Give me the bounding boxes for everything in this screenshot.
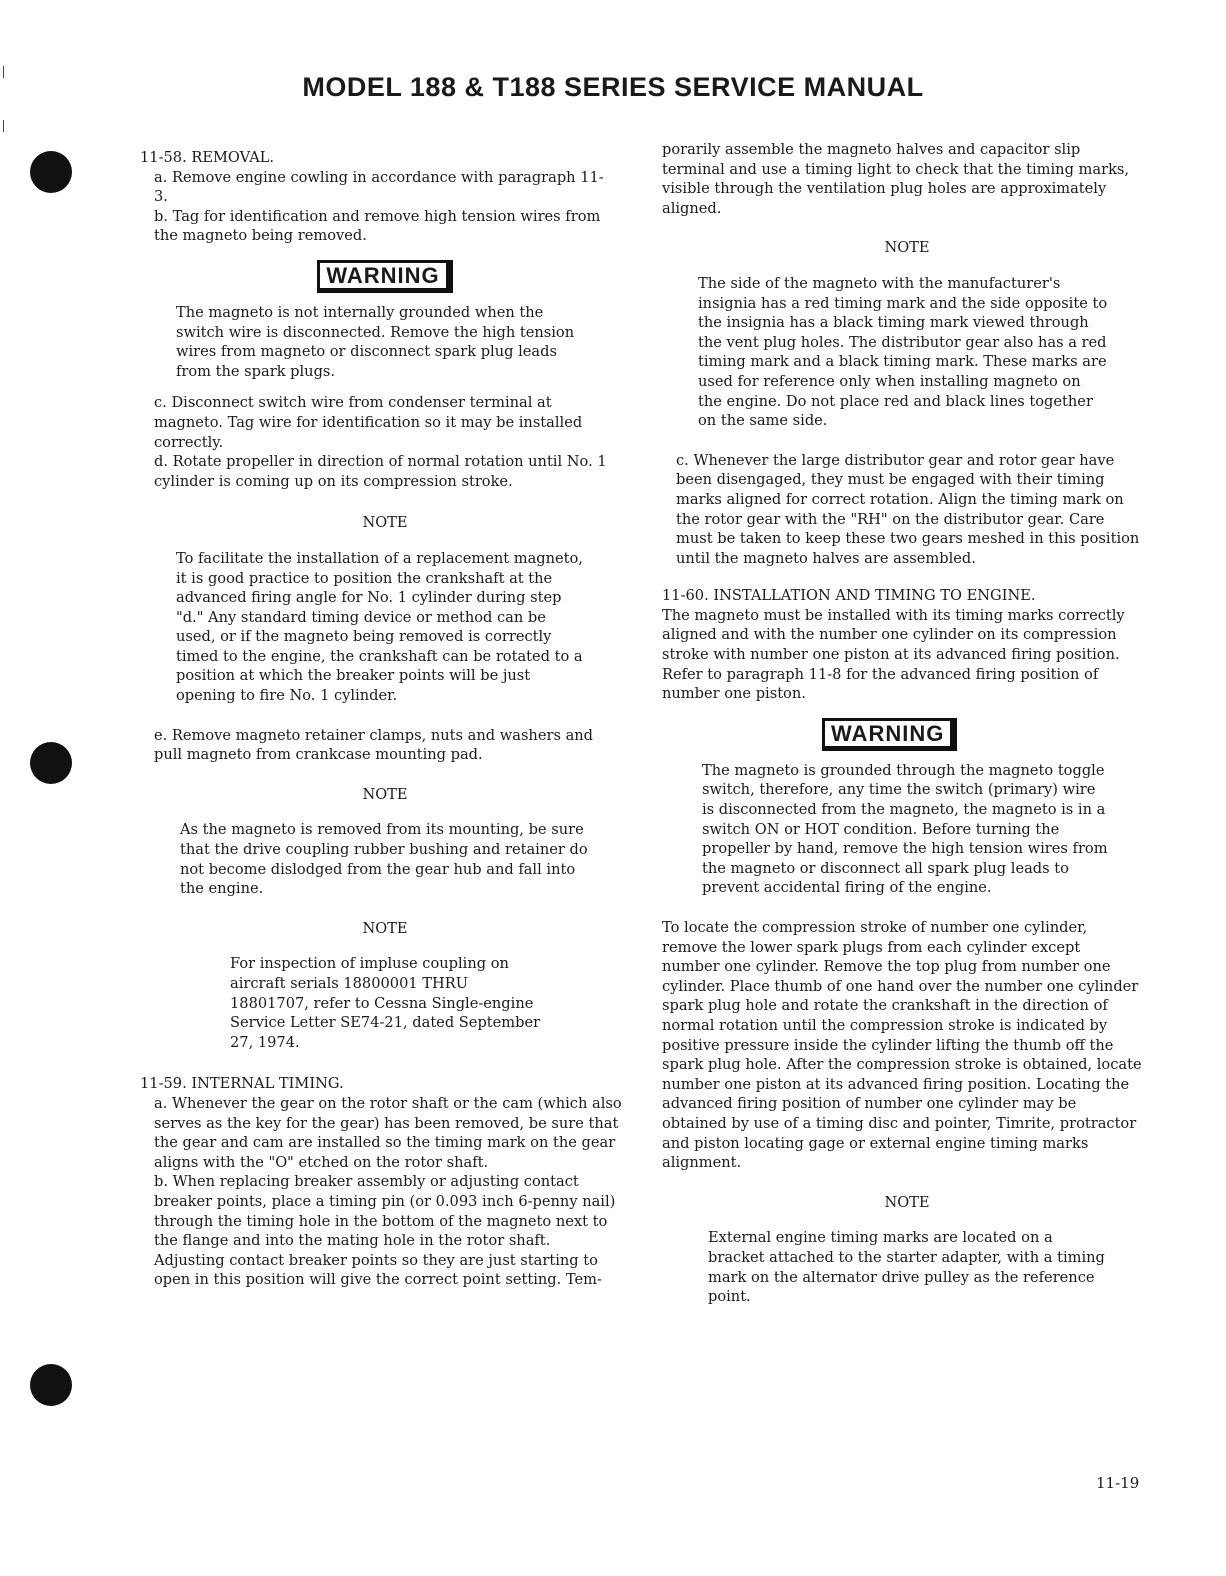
note-heading-4: NOTE [884,239,930,257]
removal-step-b: b. Tag for identification and remove high tension wires from the magneto being removed. [154,207,601,245]
punch-hole-middle [30,742,72,784]
warning-label: WARNING [822,718,957,751]
installation-text: The magneto must be installed with its timing marks correctly aligned and with the number one cylinder on its compression stroke with number one piston at its advanced firing position. Refer to paragraph 11-8 for the advanced firing position of number one piston. [662,606,1125,703]
removal-step-d: d. Rotate propeller in direction of normal rotation until No. 1 cylinder is coming up on its compression stroke. [154,453,607,490]
note-text-5: External engine timing marks are located on a bracket attached to the starter adapter, with a timing mark on the alternator drive pulley as the reference point. [708,1229,1105,1306]
removal-step-e: e. Remove magneto retainer clamps, nuts and washers and pull magneto from crankcase mounting pad. [154,726,594,764]
left-column [140,148,630,1290]
warning-badge-2 [662,718,1152,751]
timing-step-c: c. Whenever the large distributor gear and rotor gear have been disengaged, they must be engaged with their timing marks aligned for correct rotation. Align the timing mark on the rotor gear with the "RH" on the distributor gear. Care must be taken to keep these two gears meshed in this position until the magneto halves are assembled. [676,451,1140,567]
note-heading-3: NOTE [362,919,408,937]
warning-label: WARNING [317,260,452,293]
warning-text-1: The magneto is not internally grounded when the switch wire is disconnected. Remove the high tension wires from magneto or disconnect spark plug leads from the spark plugs. [176,303,575,380]
removal-step-a: a. Remove engine cowling in accordance with paragraph 11-3. [154,168,604,206]
punch-hole-bottom [30,1364,72,1406]
section-heading-installation: 11-60. INSTALLATION AND TIMING TO ENGINE. [662,587,1036,605]
note-text-3: For inspection of impluse coupling on aircraft serials 18800001 THRU 18801707, refer to Cessna Single-engine Service Letter SE74-21, dated September 27, 1974. [230,955,541,1051]
punch-hole-top [30,151,72,193]
section-heading-removal: 11-58. REMOVAL. [140,149,275,166]
warning-badge-1 [140,260,630,293]
page-number: 11-19 [1096,1474,1140,1492]
note-text-2: As the magneto is removed from its mounting, be sure that the drive coupling rubber bushing and retainer do not become dislodged from the gear hub and fall into the engine. [180,821,588,898]
timing-step-b: b. When replacing breaker assembly or adjusting contact breaker points, place a timing pin (or 0.093 inch 6-penny nail) through the timing hole in the bottom of the magneto next to the flange and into the mating hole in the rotor shaft. Adjusting contact breaker points so they are just starting to open in this position will give the correct point setting. Tem- [154,1173,616,1289]
note-heading-1: NOTE [362,514,408,532]
note-heading-5: NOTE [884,1193,930,1211]
note-text-1: To facilitate the installation of a replacement magneto, it is good practice to position the crankshaft at the advanced firing angle for No. 1 cylinder during step "d." Any standard timing device or method can be used, or if the magneto being removed is correctly timed to the engine, the crankshaft can be rotated to a position at which the breaker points will be just opening to fire No. 1 cylinder. [176,549,583,705]
section-heading-internal-timing: 11-59. INTERNAL TIMING. [140,1075,344,1093]
timing-step-a: a. Whenever the gear on the rotor shaft or the cam (which also serves as the key for the gear) has been removed, be sure that the gear and cam are installed so the timing mark on the gear aligns with the "O" etched on the rotor shaft. [154,1094,622,1171]
note-heading-2: NOTE [362,785,408,803]
warning-text-2: The magneto is grounded through the magneto toggle switch, therefore, any time the switch (primary) wire is disconnected from the magneto, the magneto is in a switch ON or HOT condition. Before turning the propeller by hand, remove the high tension wires from the magneto or disconnect all spark plug leads to prevent accidental firing of the engine. [702,761,1108,897]
timing-continued: porarily assemble the magneto halves and capacitor slip terminal and use a timing light to check that the timing marks, visible through the ventilation plug holes are approximately aligned. [662,141,1130,217]
removal-step-c: c. Disconnect switch wire from condenser terminal at magneto. Tag wire for identification so it may be installed correctly. [154,394,583,451]
compression-stroke-text: To locate the compression stroke of number one cylinder, remove the lower spark plugs from each cylinder except number one cylinder. Remove the top plug from number one cylinder. Place thumb of one hand over the number one cylinder spark plug hole and rotate the crankshaft in the direction of normal rotation until the compression stroke is indicated by positive pressure inside the cylinder lifting the thumb off the spark plug hole. After the compression stroke is obtained, locate number one piston at its advanced firing position. Locating the advanced firing position of number one cylinder may be obtained by use of a timing disc and pointer, Timrite, protractor and piston locating gage or external engine timing marks alignment. [662,919,1142,1172]
page-title: MODEL 188 & T188 SERIES SERVICE MANUAL [302,72,924,102]
right-column [662,140,1152,1307]
scan-mark [3,120,4,132]
note-text-4: The side of the magneto with the manufacturer's insignia has a red timing mark and the side opposite to the insignia has a black timing mark viewed through the vent plug holes. The distributor gear also has a red timing mark and a black timing mark. These marks are used for reference only when installing magneto on the engine. Do not place red and black lines together on the same side. [698,274,1108,430]
